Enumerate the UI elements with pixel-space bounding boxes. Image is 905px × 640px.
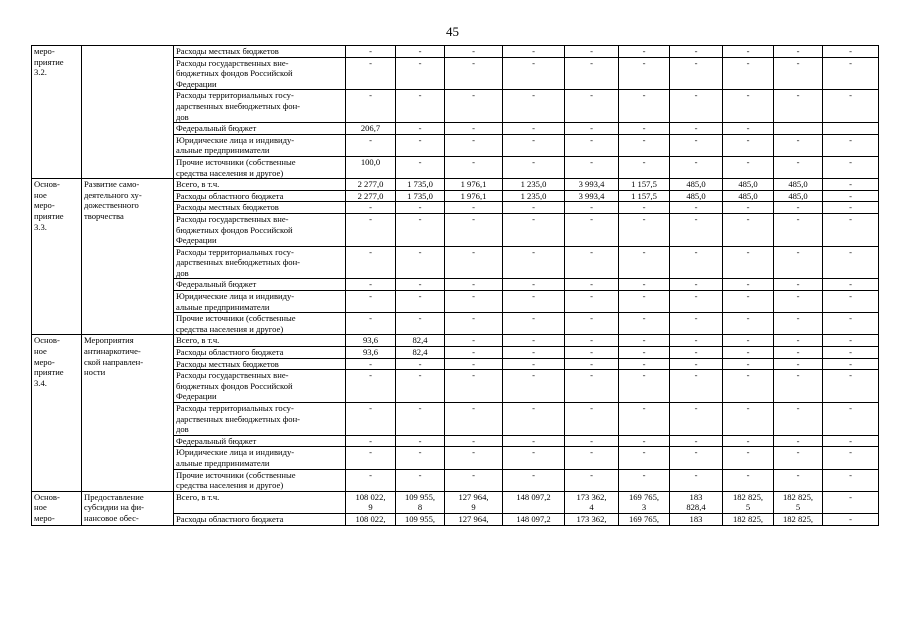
value-cell: - bbox=[396, 279, 445, 291]
value-cell: - bbox=[503, 403, 565, 436]
funding-source-cell: Расходы государственных вне- бюджетных фондов Российской Федерации bbox=[174, 370, 346, 403]
value-cell: - bbox=[823, 202, 879, 214]
value-cell: - bbox=[823, 57, 879, 90]
funding-source-cell: Прочие источники (собственные средства населения и другое) bbox=[174, 469, 346, 491]
value-cell: - bbox=[670, 435, 723, 447]
value-cell: - bbox=[503, 57, 565, 90]
value-cell: - bbox=[503, 213, 565, 246]
value-cell: - bbox=[774, 156, 823, 178]
value-cell: - bbox=[823, 370, 879, 403]
value-cell: - bbox=[503, 291, 565, 313]
value-cell: 127 964, bbox=[445, 513, 503, 525]
value-cell: - bbox=[565, 291, 619, 313]
value-cell: - bbox=[565, 335, 619, 347]
value-cell: - bbox=[619, 469, 670, 491]
funding-source-cell: Расходы областного бюджета bbox=[174, 347, 346, 359]
value-cell: - bbox=[346, 213, 396, 246]
value-cell: - bbox=[346, 57, 396, 90]
value-cell: - bbox=[445, 202, 503, 214]
value-cell: - bbox=[503, 435, 565, 447]
value-cell: - bbox=[823, 46, 879, 58]
value-cell: - bbox=[565, 403, 619, 436]
value-cell: 206,7 bbox=[346, 123, 396, 135]
value-cell: - bbox=[396, 358, 445, 370]
value-cell: - bbox=[723, 134, 774, 156]
value-cell: - bbox=[619, 403, 670, 436]
value-cell: - bbox=[503, 156, 565, 178]
value-cell: 3 993,4 bbox=[565, 179, 619, 191]
value-cell: - bbox=[774, 358, 823, 370]
value-cell: - bbox=[774, 90, 823, 123]
value-cell: 93,6 bbox=[346, 347, 396, 359]
value-cell: - bbox=[670, 90, 723, 123]
value-cell: - bbox=[503, 313, 565, 335]
value-cell: - bbox=[346, 403, 396, 436]
value-cell: - bbox=[346, 313, 396, 335]
value-cell: - bbox=[823, 179, 879, 191]
value-cell: - bbox=[445, 134, 503, 156]
value-cell: - bbox=[445, 469, 503, 491]
measure-name-cell: Развитие само- деятельного ху- дожественного творчества bbox=[82, 179, 174, 335]
value-cell: - bbox=[503, 246, 565, 279]
value-cell: 108 022, bbox=[346, 513, 396, 525]
value-cell: - bbox=[565, 347, 619, 359]
value-cell: - bbox=[445, 370, 503, 403]
value-cell: - bbox=[396, 156, 445, 178]
value-cell: - bbox=[723, 90, 774, 123]
value-cell: - bbox=[774, 134, 823, 156]
value-cell: - bbox=[619, 46, 670, 58]
measure-cell: Основ- ное меро- приятие 3.4. bbox=[32, 335, 82, 491]
value-cell: - bbox=[445, 57, 503, 90]
value-cell: - bbox=[823, 213, 879, 246]
measure-name-cell bbox=[82, 46, 174, 179]
value-cell: - bbox=[565, 313, 619, 335]
value-cell: - bbox=[445, 156, 503, 178]
value-cell: - bbox=[346, 291, 396, 313]
value-cell: - bbox=[503, 335, 565, 347]
measure-cell: Основ- ное меро- приятие 3.3. bbox=[32, 179, 82, 335]
value-cell: - bbox=[346, 447, 396, 469]
value-cell: 1 157,5 bbox=[619, 179, 670, 191]
value-cell: - bbox=[565, 213, 619, 246]
value-cell: - bbox=[723, 403, 774, 436]
value-cell: - bbox=[670, 213, 723, 246]
value-cell: - bbox=[565, 156, 619, 178]
value-cell: - bbox=[723, 435, 774, 447]
value-cell: 485,0 bbox=[670, 179, 723, 191]
value-cell: - bbox=[445, 90, 503, 123]
value-cell: - bbox=[823, 469, 879, 491]
value-cell: 148 097,2 bbox=[503, 491, 565, 513]
value-cell: - bbox=[723, 246, 774, 279]
value-cell: - bbox=[823, 190, 879, 202]
value-cell: - bbox=[670, 246, 723, 279]
value-cell: - bbox=[774, 57, 823, 90]
funding-source-cell: Всего, в т.ч. bbox=[174, 179, 346, 191]
value-cell: - bbox=[619, 202, 670, 214]
value-cell: - bbox=[396, 291, 445, 313]
value-cell: - bbox=[346, 279, 396, 291]
expenditure-table bbox=[31, 45, 879, 526]
value-cell: - bbox=[774, 335, 823, 347]
value-cell: - bbox=[346, 469, 396, 491]
value-cell: - bbox=[619, 134, 670, 156]
table-row bbox=[32, 179, 879, 191]
value-cell: - bbox=[396, 213, 445, 246]
table-row bbox=[32, 491, 879, 513]
funding-source-cell: Юридические лица и индивиду- альные предприниматели bbox=[174, 134, 346, 156]
value-cell: - bbox=[723, 213, 774, 246]
value-cell: - bbox=[723, 123, 774, 135]
value-cell: - bbox=[823, 279, 879, 291]
value-cell: - bbox=[396, 202, 445, 214]
measure-cell: меро- приятие 3.2. bbox=[32, 46, 82, 179]
value-cell: - bbox=[503, 46, 565, 58]
value-cell: - bbox=[445, 435, 503, 447]
funding-source-cell: Федеральный бюджет bbox=[174, 123, 346, 135]
value-cell: - bbox=[823, 347, 879, 359]
value-cell: - bbox=[565, 134, 619, 156]
value-cell: - bbox=[823, 313, 879, 335]
value-cell: 108 022, 9 bbox=[346, 491, 396, 513]
value-cell: - bbox=[619, 279, 670, 291]
value-cell: - bbox=[723, 347, 774, 359]
value-cell: - bbox=[565, 246, 619, 279]
value-cell: - bbox=[396, 123, 445, 135]
funding-source-cell: Расходы государственных вне- бюджетных фондов Российской Федерации bbox=[174, 213, 346, 246]
value-cell: - bbox=[346, 370, 396, 403]
value-cell: 1 976,1 bbox=[445, 179, 503, 191]
value-cell: - bbox=[396, 313, 445, 335]
value-cell: - bbox=[670, 313, 723, 335]
value-cell: - bbox=[619, 435, 670, 447]
value-cell: 173 362, bbox=[565, 513, 619, 525]
value-cell: - bbox=[723, 447, 774, 469]
value-cell: - bbox=[670, 347, 723, 359]
value-cell: - bbox=[445, 279, 503, 291]
value-cell: - bbox=[346, 90, 396, 123]
value-cell: - bbox=[565, 90, 619, 123]
value-cell: - bbox=[774, 370, 823, 403]
value-cell: - bbox=[670, 403, 723, 436]
value-cell: 485,0 bbox=[670, 190, 723, 202]
value-cell: - bbox=[619, 246, 670, 279]
value-cell: 485,0 bbox=[774, 179, 823, 191]
value-cell: - bbox=[723, 370, 774, 403]
value-cell: - bbox=[619, 313, 670, 335]
value-cell: 182 825, bbox=[774, 513, 823, 525]
funding-source-cell: Федеральный бюджет bbox=[174, 435, 346, 447]
value-cell: 82,4 bbox=[396, 347, 445, 359]
value-cell: - bbox=[619, 347, 670, 359]
value-cell: - bbox=[670, 291, 723, 313]
value-cell: - bbox=[445, 403, 503, 436]
funding-source-cell: Всего, в т.ч. bbox=[174, 491, 346, 513]
value-cell: 109 955, bbox=[396, 513, 445, 525]
page-number: 45 bbox=[446, 24, 459, 39]
funding-source-cell: Расходы территориальных госу- дарственных внебюджетных фон- дов bbox=[174, 246, 346, 279]
measure-cell: Основ- ное меро- bbox=[32, 491, 82, 525]
value-cell: - bbox=[670, 57, 723, 90]
value-cell: 2 277,0 bbox=[346, 190, 396, 202]
value-cell: - bbox=[723, 313, 774, 335]
value-cell: - bbox=[445, 46, 503, 58]
value-cell: 182 825, 5 bbox=[723, 491, 774, 513]
value-cell: - bbox=[670, 358, 723, 370]
measure-name-cell: Мероприятия антинаркотиче- ской направлен- ности bbox=[82, 335, 174, 491]
value-cell: - bbox=[670, 447, 723, 469]
value-cell: - bbox=[565, 447, 619, 469]
value-cell: - bbox=[823, 358, 879, 370]
value-cell: 182 825, bbox=[723, 513, 774, 525]
value-cell: - bbox=[619, 335, 670, 347]
value-cell: - bbox=[565, 57, 619, 90]
value-cell: - bbox=[774, 246, 823, 279]
value-cell: - bbox=[396, 90, 445, 123]
value-cell: - bbox=[503, 370, 565, 403]
value-cell: - bbox=[503, 447, 565, 469]
funding-source-cell: Расходы территориальных госу- дарственных внебюджетных фон- дов bbox=[174, 90, 346, 123]
funding-source-cell: Юридические лица и индивиду- альные предприниматели bbox=[174, 447, 346, 469]
value-cell: - bbox=[445, 347, 503, 359]
value-cell: - bbox=[396, 46, 445, 58]
value-cell: - bbox=[774, 403, 823, 436]
table-row bbox=[32, 335, 879, 347]
value-cell: - bbox=[723, 46, 774, 58]
value-cell: - bbox=[670, 279, 723, 291]
value-cell: 1 235,0 bbox=[503, 190, 565, 202]
value-cell: - bbox=[723, 358, 774, 370]
value-cell bbox=[774, 123, 823, 135]
value-cell: - bbox=[823, 447, 879, 469]
value-cell: - bbox=[723, 291, 774, 313]
value-cell: - bbox=[774, 202, 823, 214]
value-cell: - bbox=[503, 90, 565, 123]
value-cell: - bbox=[503, 358, 565, 370]
value-cell: 485,0 bbox=[723, 179, 774, 191]
value-cell: - bbox=[445, 291, 503, 313]
value-cell: 485,0 bbox=[723, 190, 774, 202]
value-cell: 100,0 bbox=[346, 156, 396, 178]
value-cell: - bbox=[723, 57, 774, 90]
value-cell: - bbox=[503, 469, 565, 491]
value-cell: - bbox=[774, 291, 823, 313]
value-cell: 169 765, 3 bbox=[619, 491, 670, 513]
value-cell: - bbox=[774, 435, 823, 447]
value-cell: - bbox=[396, 246, 445, 279]
value-cell: - bbox=[670, 156, 723, 178]
table-row bbox=[32, 46, 879, 58]
value-cell: - bbox=[619, 213, 670, 246]
value-cell: - bbox=[396, 370, 445, 403]
value-cell: 1 735,0 bbox=[396, 190, 445, 202]
funding-source-cell: Расходы местных бюджетов bbox=[174, 202, 346, 214]
value-cell: 127 964, 9 bbox=[445, 491, 503, 513]
funding-source-cell: Расходы местных бюджетов bbox=[174, 46, 346, 58]
value-cell: - bbox=[670, 335, 723, 347]
value-cell: 82,4 bbox=[396, 335, 445, 347]
funding-source-cell: Всего, в т.ч. bbox=[174, 335, 346, 347]
value-cell: 1 157,5 bbox=[619, 190, 670, 202]
value-cell: 485,0 bbox=[774, 190, 823, 202]
value-cell: - bbox=[445, 246, 503, 279]
value-cell: - bbox=[619, 358, 670, 370]
funding-source-cell: Расходы государственных вне- бюджетных фондов Российской Федерации bbox=[174, 57, 346, 90]
value-cell: - bbox=[619, 57, 670, 90]
value-cell: - bbox=[396, 435, 445, 447]
value-cell: - bbox=[723, 469, 774, 491]
value-cell: - bbox=[723, 202, 774, 214]
value-cell: - bbox=[346, 358, 396, 370]
value-cell: - bbox=[396, 447, 445, 469]
value-cell: - bbox=[396, 403, 445, 436]
value-cell: - bbox=[823, 513, 879, 525]
value-cell: - bbox=[503, 123, 565, 135]
value-cell: 1 235,0 bbox=[503, 179, 565, 191]
value-cell: - bbox=[774, 213, 823, 246]
value-cell: 93,6 bbox=[346, 335, 396, 347]
value-cell: - bbox=[823, 246, 879, 279]
funding-source-cell: Прочие источники (собственные средства населения и другое) bbox=[174, 156, 346, 178]
value-cell: - bbox=[396, 134, 445, 156]
value-cell: 169 765, bbox=[619, 513, 670, 525]
value-cell: - bbox=[346, 202, 396, 214]
value-cell: - bbox=[445, 335, 503, 347]
value-cell: - bbox=[774, 469, 823, 491]
value-cell: - bbox=[823, 90, 879, 123]
value-cell: - bbox=[503, 202, 565, 214]
value-cell: - bbox=[823, 335, 879, 347]
value-cell: - bbox=[565, 46, 619, 58]
value-cell: - bbox=[774, 46, 823, 58]
value-cell: - bbox=[619, 156, 670, 178]
value-cell: - bbox=[619, 90, 670, 123]
funding-source-cell: Федеральный бюджет bbox=[174, 279, 346, 291]
value-cell: - bbox=[670, 370, 723, 403]
value-cell: - bbox=[565, 469, 619, 491]
value-cell: - bbox=[445, 358, 503, 370]
value-cell: 173 362, 4 bbox=[565, 491, 619, 513]
value-cell: - bbox=[823, 435, 879, 447]
value-cell: - bbox=[445, 313, 503, 335]
value-cell: - bbox=[774, 279, 823, 291]
value-cell: - bbox=[823, 491, 879, 513]
value-cell: - bbox=[503, 279, 565, 291]
funding-source-cell: Расходы областного бюджета bbox=[174, 190, 346, 202]
funding-source-cell: Расходы территориальных госу- дарственных внебюджетных фон- дов bbox=[174, 403, 346, 436]
value-cell: 109 955, 8 bbox=[396, 491, 445, 513]
funding-source-cell: Прочие источники (собственные средства населения и другое) bbox=[174, 313, 346, 335]
value-cell: 2 277,0 bbox=[346, 179, 396, 191]
value-cell: - bbox=[670, 123, 723, 135]
value-cell: - bbox=[619, 123, 670, 135]
value-cell: - bbox=[565, 370, 619, 403]
value-cell: - bbox=[774, 313, 823, 335]
value-cell: - bbox=[396, 469, 445, 491]
value-cell: - bbox=[723, 335, 774, 347]
value-cell: - bbox=[565, 123, 619, 135]
value-cell: 1 735,0 bbox=[396, 179, 445, 191]
value-cell: - bbox=[670, 469, 723, 491]
value-cell: 183 828,4 bbox=[670, 491, 723, 513]
value-cell: - bbox=[619, 370, 670, 403]
value-cell: - bbox=[445, 447, 503, 469]
measure-name-cell: Предоставление субсидии на фи- нансовое обес- bbox=[82, 491, 174, 525]
value-cell: 3 993,4 bbox=[565, 190, 619, 202]
value-cell: - bbox=[774, 347, 823, 359]
funding-source-cell: Расходы областного бюджета bbox=[174, 513, 346, 525]
value-cell: - bbox=[670, 202, 723, 214]
value-cell: - bbox=[346, 246, 396, 279]
value-cell: - bbox=[396, 57, 445, 90]
value-cell: - bbox=[619, 291, 670, 313]
value-cell bbox=[823, 123, 879, 135]
value-cell: - bbox=[723, 279, 774, 291]
funding-source-cell: Расходы местных бюджетов bbox=[174, 358, 346, 370]
value-cell: - bbox=[565, 202, 619, 214]
value-cell: - bbox=[670, 134, 723, 156]
value-cell: - bbox=[619, 447, 670, 469]
value-cell: - bbox=[565, 358, 619, 370]
value-cell: - bbox=[670, 46, 723, 58]
value-cell: 1 976,1 bbox=[445, 190, 503, 202]
value-cell: - bbox=[723, 156, 774, 178]
value-cell: - bbox=[565, 279, 619, 291]
value-cell: - bbox=[346, 46, 396, 58]
value-cell: - bbox=[823, 291, 879, 313]
value-cell: - bbox=[445, 213, 503, 246]
value-cell: - bbox=[503, 347, 565, 359]
value-cell: - bbox=[823, 403, 879, 436]
value-cell: - bbox=[823, 156, 879, 178]
value-cell: - bbox=[445, 123, 503, 135]
value-cell: - bbox=[346, 435, 396, 447]
value-cell: - bbox=[503, 134, 565, 156]
value-cell: 183 bbox=[670, 513, 723, 525]
value-cell: 182 825, 5 bbox=[774, 491, 823, 513]
value-cell: - bbox=[823, 134, 879, 156]
value-cell: 148 097,2 bbox=[503, 513, 565, 525]
funding-source-cell: Юридические лица и индивиду- альные предприниматели bbox=[174, 291, 346, 313]
value-cell: - bbox=[565, 435, 619, 447]
value-cell: - bbox=[774, 447, 823, 469]
value-cell: - bbox=[346, 134, 396, 156]
